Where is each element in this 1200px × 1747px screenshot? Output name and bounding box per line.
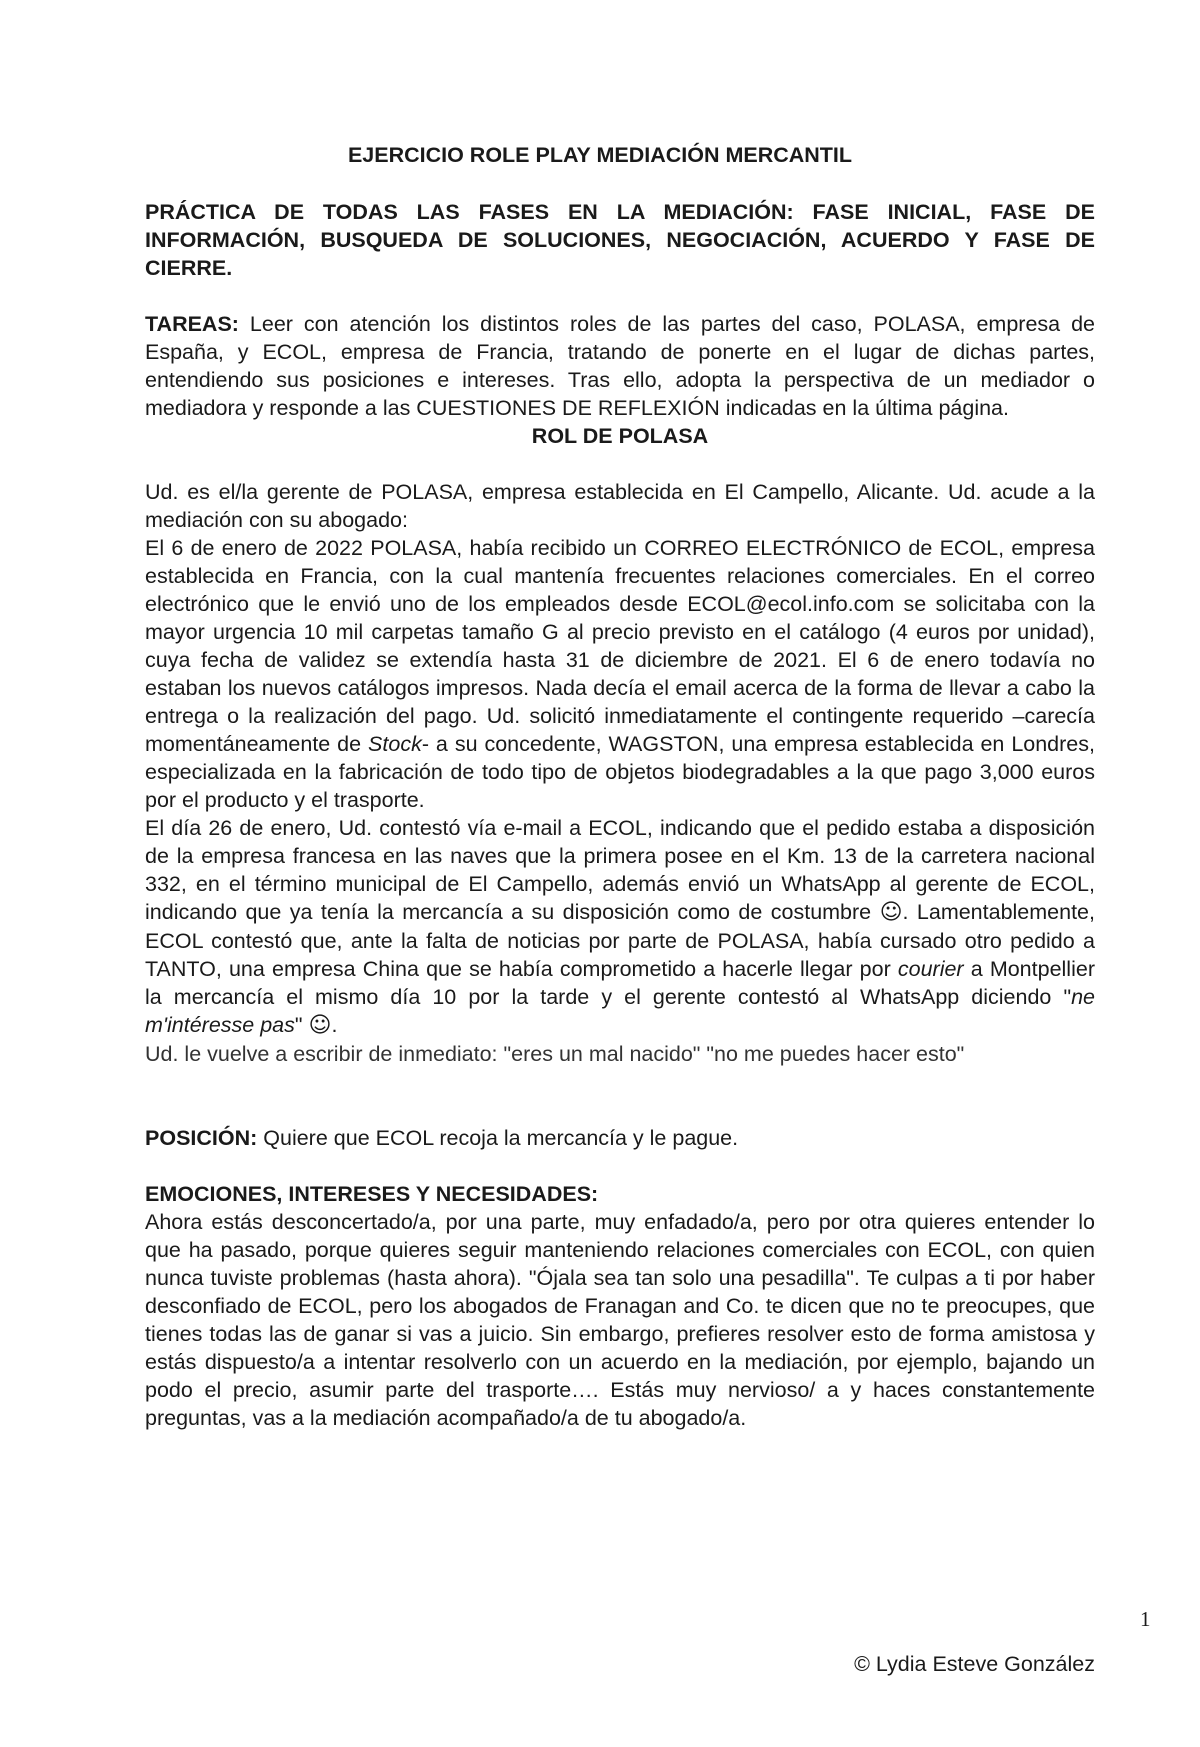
tasks-text: Leer con atención los distintos roles de las partes del caso, POLASA, empresa de España, y ECOL, empresa de Francia, tratando de ponerte en el lugar de dichas partes, entendiendo sus posiciones e intereses. Tras ello, adopta la perspectiva de un mediador o mediadora y responde a las CUESTIONES DE REFLEXIÓN indicadas en la última página. — [145, 312, 1095, 420]
story-paragraph-3: El día 26 de enero, Ud. contestó vía e-mail a ECOL, indicando que el pedido estaba a disposición de la empresa francesa en las naves que la primera posee en el Km. 13 de la carretera nacional 332, en el término municipal de El Campello, además envió un WhatsApp al gerente de ECOL, indicando que ya tenía la mercancía a su disposición como de costumbre ☺. Lamentablemente, ECOL contestó que, ante la falta de noticias por parte de POLASA, había cursado otro pedido a TANTO, una empresa China que se había comprometido a hacerle llegar por courier a Montpellier la mercancía el mismo día 10 por la tarde y el gerente contestó al WhatsApp diciendo "ne m'intéresse pas" ☺. — [145, 816, 1095, 1038]
position-paragraph — [145, 1124, 1095, 1152]
page-number: 1 — [1140, 1607, 1151, 1631]
story-paragraph-2: El 6 de enero de 2022 POLASA, había recibido un CORREO ELECTRÓNICO de ECOL, empresa establecida en Francia, con la cual mantenía frecuentes relaciones comerciales. En el correo electrónico que le envió uno de los empleados desde ECOL@ecol.info.com se solicitaba con la mayor urgencia 10 mil carpetas tamaño G al precio previsto en el catálogo (4 euros por unidad), cuya fecha de validez se extendía hasta 31 de diciembre de 2021. El 6 de enero todavía no estaban los nuevos catálogos impresos. Nada decía el email acerca de la forma de llevar a cabo la entrega o la realización del pago. Ud. solicitó inmediatamente el contingente requerido –carecía momentáneamente de Stock- a su concedente, WAGSTON, una empresa establecida en Londres, especializada en la fabricación de todo tipo de objetos biodegradables a la que pago 3,000 euros por el producto y el trasporte. — [145, 536, 1095, 812]
story-paragraph-1: Ud. es el/la gerente de POLASA, empresa establecida en El Campello, Alicante. Ud. acude a la mediación con su abogado: — [145, 480, 1095, 532]
emotions-heading: EMOCIONES, INTERESES Y NECESIDADES: — [145, 1182, 599, 1206]
position-text: Quiere que ECOL recoja la mercancía y le pague. — [257, 1126, 739, 1150]
tasks-paragraph — [145, 310, 1095, 422]
emotions-paragraph: Ahora estás desconcertado/a, por una parte, muy enfadado/a, pero por otra quieres entender lo que ha pasado, porque quieres seguir manteniendo relaciones comerciales con ECOL, con quien nunca tuviste problemas (hasta ahora). "Ójala sea tan solo una pesadilla". Te culpas a ti por haber desconfiado de ECOL, pero los abogados de Franagan and Co. te dicen que no te preocupes, que tienes todas las de ganar si vas a juicio. Sin embargo, prefieres resolver esto de forma amistosa y estás dispuesto/a a intentar resolverlo con un acuerdo en la mediación, por ejemplo, bajando un podo el precio, asumir parte del trasporte…. Estás muy nervioso/ a y haces constantemente preguntas, vas a la mediación acompañado/a de tu abogado/a. — [145, 1210, 1095, 1430]
story-paragraph-4: Ud. le vuelve a escribir de inmediato: "eres un mal nacido" "no me puedes hacer esto" — [145, 1042, 965, 1066]
smiley-icon: ☺ — [879, 900, 903, 925]
document-title: EJERCICIO ROLE PLAY MEDIACIÓN MERCANTIL — [347, 143, 853, 167]
smiley-icon: ☺ — [308, 1013, 332, 1038]
position-label: POSICIÓN: — [145, 1126, 258, 1150]
footer-copyright: © Lydia Esteve González — [854, 1652, 1095, 1676]
document-subtitle: PRÁCTICA DE TODAS LAS FASES EN LA MEDIACIÓN: FASE INICIAL, FASE DE INFORMACIÓN, BUSQUEDA DE SOLUCIONES, NEGOCIACIÓN, ACUERDO Y FASE DE CIERRE. — [145, 200, 1095, 280]
role-heading: ROL DE POLASA — [531, 424, 709, 448]
tasks-label: TAREAS: — [145, 312, 239, 336]
document-body — [145, 198, 1095, 1432]
